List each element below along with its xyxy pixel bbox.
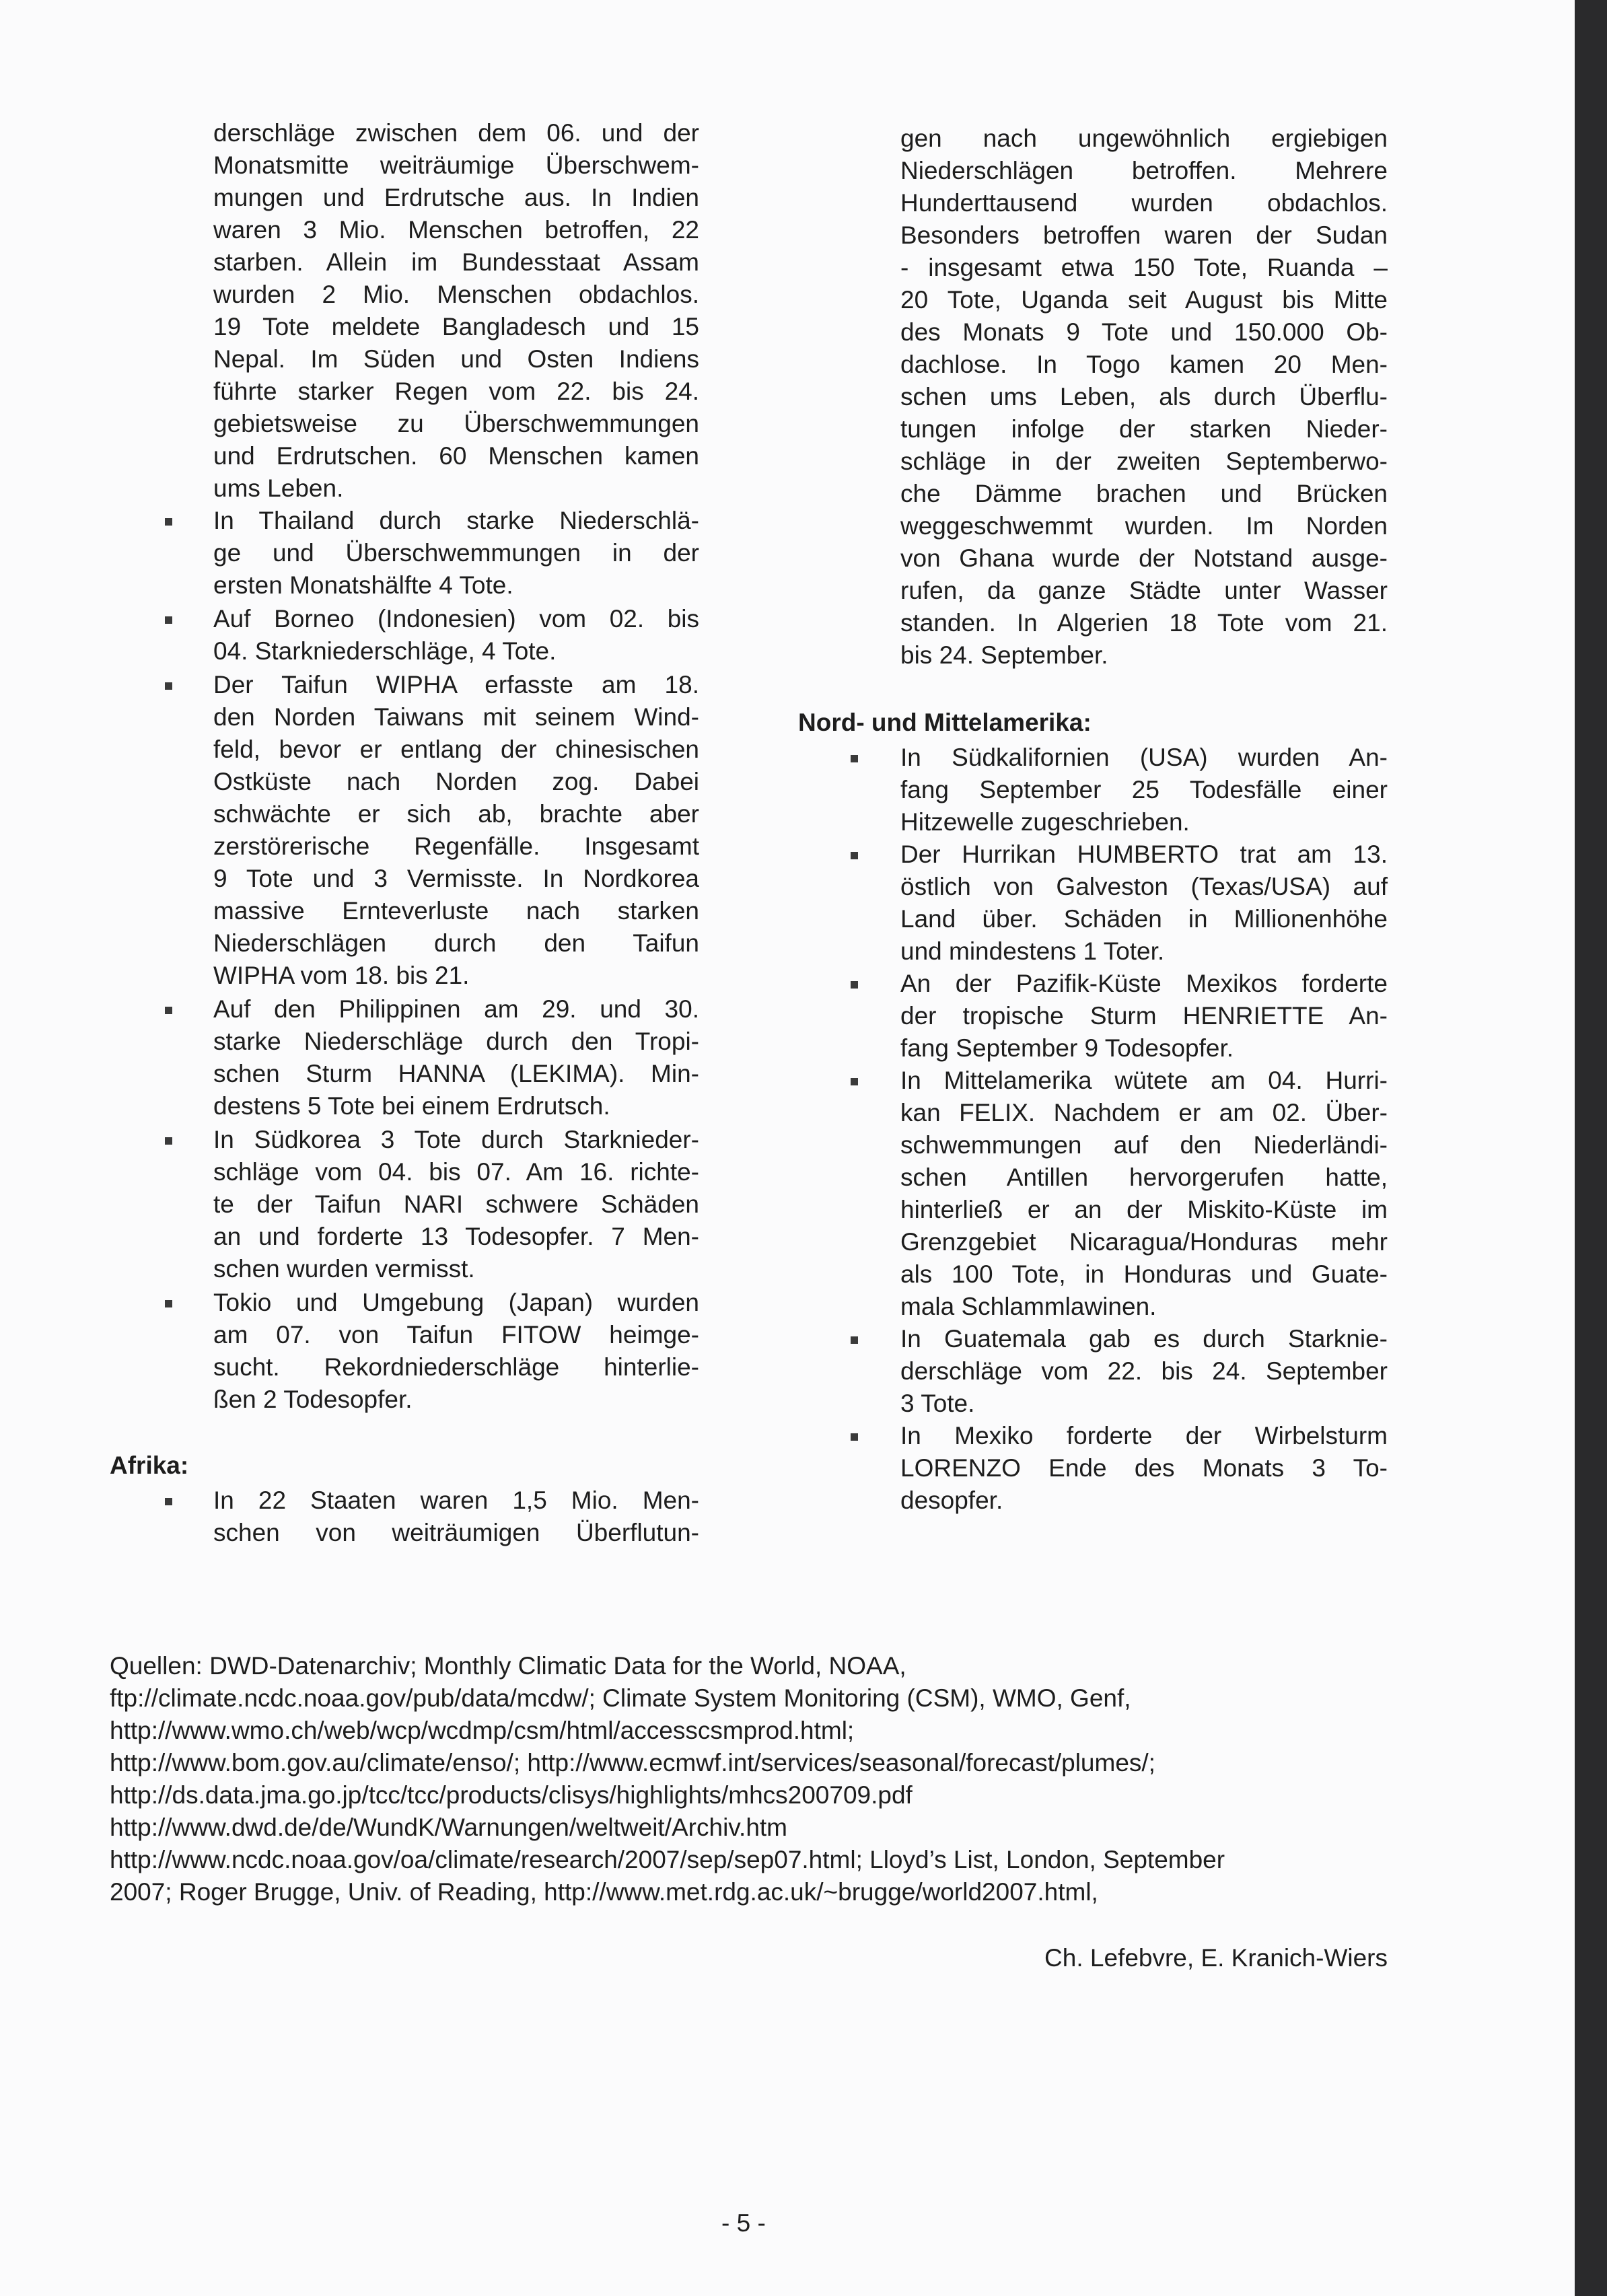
scan-edge [1575, 0, 1607, 2296]
text-line: bis 24. September. [900, 641, 1108, 669]
text-line: In Thailand durch starke Niederschlä- [213, 507, 699, 534]
text-line: In 22 Staaten waren 1,5 Mio. Men- [213, 1486, 699, 1514]
text-line: hinterließ er an der Miskito-Küste im [900, 1196, 1388, 1223]
text-line: gebietsweise zu Überschwemmungen [213, 410, 699, 437]
text-line: an und forderte 13 Todesopfer. 7 Men- [213, 1223, 699, 1250]
text-line: In Mittelamerika wütete am 04. Hurri- [900, 1067, 1388, 1094]
text-line: weggeschwemmt wurden. Im Norden [900, 512, 1388, 540]
text-line: Grenzgebiet Nicaragua/Honduras mehr [900, 1228, 1388, 1256]
text-line: waren 3 Mio. Menschen betroffen, 22 [213, 216, 699, 244]
text-line: schwemmungen auf den Niederländi- [900, 1131, 1388, 1159]
text-line: gen nach ungewöhnlich ergiebigen [900, 124, 1388, 152]
text-line: Monatsmitte weiträumige Überschwem- [213, 151, 699, 179]
bullet-marker [851, 981, 858, 989]
text-line: schen wurden vermisst. [213, 1255, 475, 1283]
text-line: mungen und Erdrutsche aus. In Indien [213, 184, 699, 211]
bullet-marker [165, 518, 172, 526]
source-line: http://www.bom.gov.au/climate/enso/; http://www.ecmwf.int/services/seasonal/forecast/plumes/; [110, 1749, 1155, 1777]
section-heading-nord-mittelamerika: Nord- und Mittelamerika: [798, 709, 1092, 736]
text-line: wurden 2 Mio. Menschen obdachlos. [213, 281, 699, 308]
bullet-marker [165, 616, 172, 624]
authors: Ch. Lefebvre, E. Kranich-Wiers [1044, 1944, 1388, 1972]
text-line: und Erdrutschen. 60 Menschen kamen [213, 442, 699, 470]
bullet-marker [165, 1007, 172, 1014]
bullet-marker [851, 1336, 858, 1344]
text-line: Tokio und Umgebung (Japan) wurden [213, 1289, 699, 1316]
text-line: destens 5 Tote bei einem Erdrutsch. [213, 1092, 610, 1120]
text-line: den Norden Taiwans mit seinem Wind- [213, 703, 699, 731]
text-line: - insgesamt etwa 150 Tote, Ruanda – [900, 254, 1388, 281]
text-line: tungen infolge der starken Nieder- [900, 415, 1388, 443]
text-line: In Guatemala gab es durch Starknie- [900, 1325, 1388, 1353]
text-line: derschläge zwischen dem 06. und der [213, 119, 699, 147]
text-line: schläge vom 04. bis 07. Am 16. richte- [213, 1158, 699, 1186]
source-line: Quellen: DWD-Datenarchiv; Monthly Climatic Data for the World, NOAA, [110, 1652, 906, 1680]
text-line: Hitzewelle zugeschrieben. [900, 808, 1190, 836]
text-line: des Monats 9 Tote und 150.000 Ob- [900, 318, 1388, 346]
text-line: ßen 2 Todesopfer. [213, 1386, 413, 1413]
text-line: 04. Starkniederschläge, 4 Tote. [213, 637, 557, 665]
text-line: massive Ernteverluste nach starken [213, 897, 699, 925]
text-line: Besonders betroffen waren der Sudan [900, 221, 1388, 249]
text-line: che Dämme brachen und Brücken [900, 480, 1388, 507]
text-line: mala Schlammlawinen. [900, 1293, 1157, 1320]
text-line: am 07. von Taifun FITOW heimge- [213, 1321, 699, 1349]
text-line: der tropische Sturm HENRIETTE An- [900, 1002, 1388, 1030]
text-line: WIPHA vom 18. bis 21. [213, 962, 470, 989]
text-line: zerstörerische Regenfälle. Insgesamt [213, 832, 699, 860]
text-line: Auf den Philippinen am 29. und 30. [213, 995, 699, 1023]
source-line: ftp://climate.ncdc.noaa.gov/pub/data/mcdw/; Climate System Monitoring (CSM), WMO, Genf, [110, 1684, 1131, 1712]
text-line: fang September 25 Todesfälle einer [900, 776, 1388, 803]
bullet-marker [851, 852, 858, 859]
text-line: Ostküste nach Norden zog. Dabei [213, 768, 699, 795]
source-line: http://www.dwd.de/de/WundK/Warnungen/weltweit/Archiv.htm [110, 1814, 788, 1841]
text-line: sucht. Rekordniederschläge hinterlie- [213, 1353, 699, 1381]
source-line: 2007; Roger Brugge, Univ. of Reading, http://www.met.rdg.ac.uk/~brugge/world2007.html, [110, 1878, 1098, 1906]
text-line: Land über. Schäden in Millionenhöhe [900, 905, 1388, 933]
text-line: führte starker Regen vom 22. bis 24. [213, 378, 699, 405]
text-line: schen ums Leben, als durch Überflu- [900, 383, 1388, 410]
text-line: ersten Monatshälfte 4 Tote. [213, 571, 513, 599]
text-line: und mindestens 1 Toter. [900, 937, 1165, 965]
text-line: ge und Überschwemmungen in der [213, 539, 699, 567]
bullet-marker [851, 1078, 858, 1085]
text-line: Nepal. Im Süden und Osten Indiens [213, 345, 699, 373]
text-line: kan FELIX. Nachdem er am 02. Über- [900, 1099, 1388, 1126]
text-line: 19 Tote meldete Bangladesch und 15 [213, 313, 699, 340]
bullet-marker [851, 755, 858, 762]
text-line: rufen, da ganze Städte unter Wasser [900, 577, 1388, 604]
text-line: 3 Tote. [900, 1390, 975, 1417]
bullet-marker [165, 1300, 172, 1307]
bullet-marker [165, 682, 172, 690]
text-line: LORENZO Ende des Monats 3 To- [900, 1454, 1388, 1482]
text-line: feld, bevor er entlang der chinesischen [213, 736, 699, 763]
text-line: schen Sturm HANNA (LEKIMA). Min- [213, 1060, 699, 1087]
text-line: Auf Borneo (Indonesien) vom 02. bis [213, 605, 699, 633]
text-line: als 100 Tote, in Honduras und Guate- [900, 1260, 1388, 1288]
text-line: von Ghana wurde der Notstand ausge- [900, 544, 1388, 572]
text-line: 9 Tote und 3 Vermisste. In Nordkorea [213, 865, 699, 892]
text-line: derschläge vom 22. bis 24. September [900, 1357, 1388, 1385]
bullet-marker [165, 1498, 172, 1505]
text-line: Niederschlägen durch den Taifun [213, 929, 699, 957]
text-line: 20 Tote, Uganda seit August bis Mitte [900, 286, 1388, 314]
page-number: - 5 - [721, 2209, 766, 2237]
bullet-marker [851, 1433, 858, 1441]
source-line: http://ds.data.jma.go.jp/tcc/tcc/products/clisys/highlights/mhcs200709.pdf [110, 1781, 913, 1809]
text-line: Der Taifun WIPHA erfasste am 18. [213, 671, 699, 698]
text-line: östlich von Galveston (Texas/USA) auf [900, 873, 1388, 900]
text-line: desopfer. [900, 1486, 1003, 1514]
text-line: Der Hurrikan HUMBERTO trat am 13. [900, 840, 1388, 868]
section-heading-afrika: Afrika: [110, 1451, 189, 1479]
text-line: te der Taifun NARI schwere Schäden [213, 1190, 699, 1218]
text-line: Hunderttausend wurden obdachlos. [900, 189, 1388, 217]
text-line: Niederschlägen betroffen. Mehrere [900, 157, 1388, 184]
text-line: schwächte er sich ab, brachte aber [213, 800, 699, 828]
text-line: starke Niederschläge durch den Tropi- [213, 1028, 699, 1055]
text-line: dachlose. In Togo kamen 20 Men- [900, 351, 1388, 378]
text-line: In Südkalifornien (USA) wurden An- [900, 744, 1388, 771]
text-line: In Südkorea 3 Tote durch Starknieder- [213, 1126, 699, 1153]
source-line: http://www.wmo.ch/web/wcp/wcdmp/csm/html/accesscsmprod.html; [110, 1717, 855, 1744]
text-line: In Mexiko forderte der Wirbelsturm [900, 1422, 1388, 1449]
text-line: fang September 9 Todesopfer. [900, 1034, 1234, 1062]
text-line: schen von weiträumigen Überflutun- [213, 1519, 699, 1546]
source-line: http://www.ncdc.noaa.gov/oa/climate/research/2007/sep/sep07.html; Lloyd’s List, London, September [110, 1846, 1225, 1873]
text-line: schen Antillen hervorgerufen hatte, [900, 1163, 1388, 1191]
text-line: schläge in der zweiten Septemberwo- [900, 447, 1388, 475]
bullet-marker [165, 1137, 172, 1145]
text-line: standen. In Algerien 18 Tote vom 21. [900, 609, 1388, 637]
text-line: starben. Allein im Bundesstaat Assam [213, 248, 699, 276]
text-line: An der Pazifik-Küste Mexikos forderte [900, 970, 1388, 997]
text-line: ums Leben. [213, 474, 344, 502]
